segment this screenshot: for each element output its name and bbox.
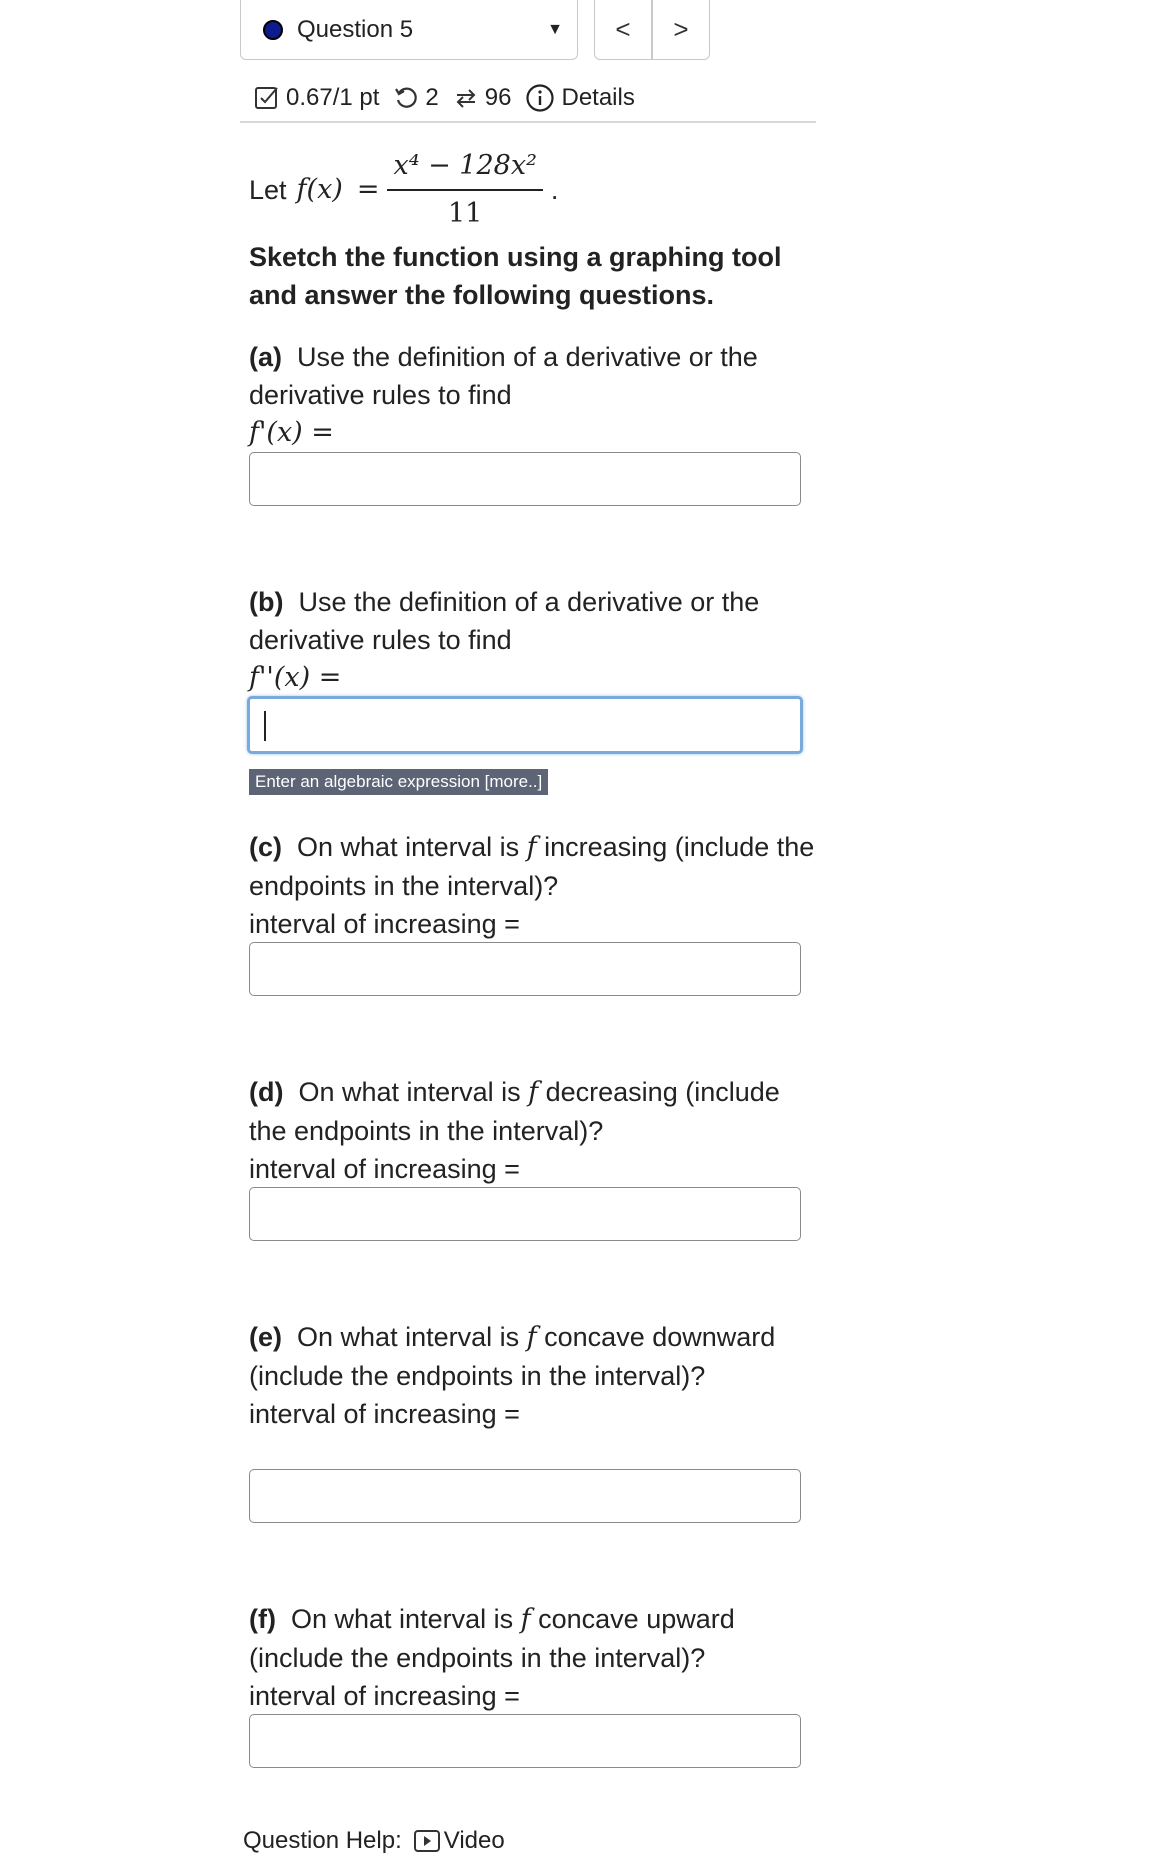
question-label: Question 5	[297, 15, 414, 43]
part-b-prompt	[249, 583, 819, 697]
instruction-text: Sketch the function using a graphing tool and answer the following questions.	[249, 242, 782, 310]
part-f-tag: (f)	[249, 1604, 276, 1634]
part-c-text-post: increasing (include the endpoints in the interval)?	[249, 832, 815, 901]
part-f-f: f	[520, 1604, 531, 1635]
part-c-prompt	[249, 828, 819, 943]
part-b-expression: f''(x) =	[249, 662, 342, 693]
part-c-text-pre: On what interval is	[297, 832, 520, 862]
part-d-tag: (d)	[249, 1077, 284, 1107]
part-e-prompt	[249, 1318, 819, 1433]
part-a-prompt	[249, 338, 819, 452]
details-link[interactable]	[525, 83, 634, 113]
retries-count: 2	[425, 84, 439, 111]
part-c-answer-input[interactable]	[249, 942, 801, 996]
part-d-text-pre: On what interval is	[298, 1077, 521, 1107]
part-e-tag: (e)	[249, 1322, 282, 1352]
info-icon	[525, 83, 555, 113]
details-label: Details	[561, 84, 635, 111]
chevron-right-icon: >	[673, 14, 689, 44]
let-text: Let	[249, 175, 287, 205]
divider	[240, 121, 816, 123]
submissions-count: 96	[484, 84, 512, 111]
part-e-text-pre: On what interval is	[297, 1322, 520, 1352]
video-icon	[414, 1830, 440, 1852]
dropdown-caret-icon: ▼	[547, 20, 563, 38]
part-f-label: interval of increasing =	[249, 1681, 520, 1711]
part-a-expression: f'(x) =	[249, 417, 334, 448]
part-e-text-post: concave downward (include the endpoints in the interval)?	[249, 1322, 776, 1391]
part-c-tag: (c)	[249, 832, 282, 862]
question-help-label: Question Help:	[243, 1827, 402, 1854]
part-f-prompt	[249, 1600, 819, 1715]
retry-icon	[393, 85, 419, 111]
part-a-text: Use the definition of a derivative or the derivative rules to find	[249, 342, 758, 410]
part-e-answer-input[interactable]	[249, 1469, 801, 1523]
part-a-answer-input[interactable]	[249, 452, 801, 506]
submissions-item	[453, 84, 512, 112]
part-c-label: interval of increasing =	[249, 909, 520, 939]
question-help-row	[243, 1827, 505, 1855]
question-status-dot	[263, 20, 283, 40]
period: .	[550, 175, 559, 205]
part-d-f: f	[528, 1077, 539, 1108]
function-lhs: f(x)	[296, 174, 343, 205]
retries-item	[393, 84, 438, 112]
part-d-text-post: decreasing (include the endpoints in the interval)?	[249, 1077, 780, 1146]
fraction-numerator: x⁴ − 128x²	[387, 147, 542, 191]
function-fraction	[387, 147, 542, 233]
part-f-answer-input[interactable]	[249, 1714, 801, 1768]
equals-sign: =	[356, 174, 380, 205]
video-help-link[interactable]	[414, 1827, 505, 1855]
part-b-text: Use the definition of a derivative or the derivative rules to find	[249, 587, 760, 655]
question-meta-row	[254, 80, 649, 116]
part-b-answer-input[interactable]	[247, 696, 803, 754]
checkbox-icon	[254, 85, 280, 111]
previous-question-button[interactable]	[594, 0, 652, 60]
fraction-denominator: 11	[448, 198, 483, 229]
part-b-input-hint[interactable]: Enter an algebraic expression [more..]	[249, 769, 548, 795]
part-a-tag: (a)	[249, 342, 282, 372]
part-f-text-pre: On what interval is	[291, 1604, 514, 1634]
next-question-button[interactable]	[652, 0, 710, 60]
part-c-f: f	[526, 832, 537, 863]
chevron-left-icon: <	[615, 14, 631, 44]
part-f-text-post: concave upward (include the endpoints in the interval)?	[249, 1604, 735, 1673]
part-d-prompt	[249, 1073, 819, 1188]
score-text: 0.67/1 pt	[286, 84, 380, 111]
function-definition	[249, 140, 819, 240]
text-cursor	[264, 711, 266, 741]
part-b-tag: (b)	[249, 587, 284, 617]
part-d-label: interval of increasing =	[249, 1154, 520, 1184]
part-d-answer-input[interactable]	[249, 1187, 801, 1241]
part-e-label: interval of increasing =	[249, 1399, 520, 1429]
part-e-f: f	[526, 1322, 537, 1353]
problem-statement	[249, 140, 819, 314]
question-selector[interactable]	[240, 0, 578, 60]
video-label: Video	[443, 1827, 505, 1854]
submissions-icon	[453, 85, 479, 111]
score-item	[254, 84, 379, 112]
